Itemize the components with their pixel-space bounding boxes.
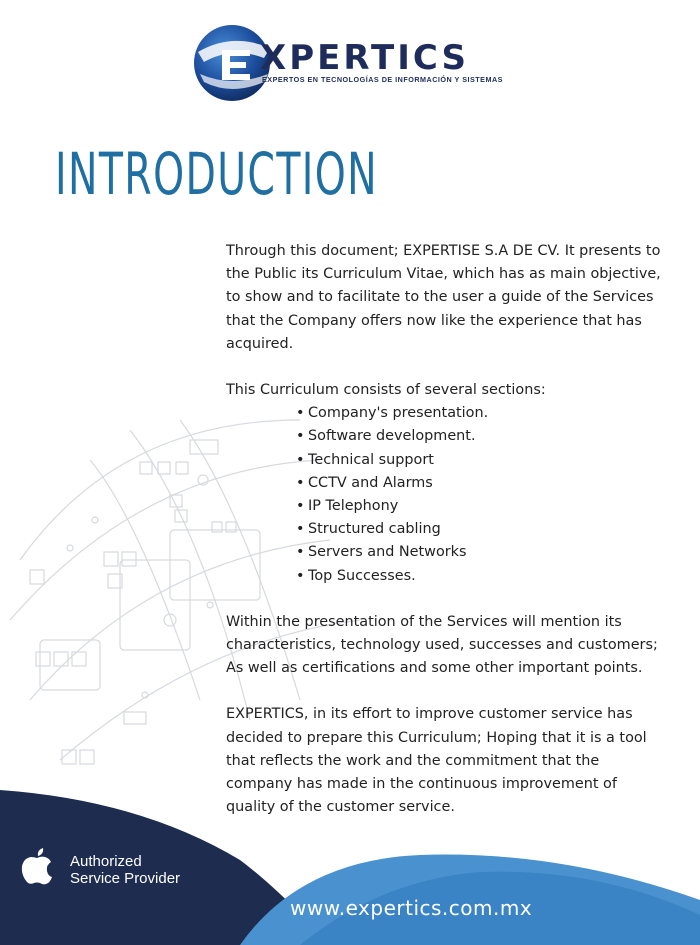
authorized-service-provider (70, 853, 180, 887)
page-title: INTRODUCTION (55, 140, 379, 208)
list-item: • IP Telephony (296, 495, 666, 518)
authorized-line1: Authorized (70, 853, 142, 870)
sections-list (226, 402, 666, 588)
commitment-paragraph: EXPERTICS, in its effort to improve customer service has decided to prepare this Curriculum; Hoping that it is a tool that reflects the work and the commitment that the company has made in the continuous improvement of quality of the customer service. (226, 706, 647, 816)
list-item: • Top Successes. (296, 565, 666, 588)
list-item: • Structured cabling (296, 518, 666, 541)
logo-wordmark: XPERTICS (260, 38, 469, 78)
logo-tagline: EXPERTOS EN TECNOLOGÍAS DE INFORMACIÓN Y SISTEMAS (262, 75, 503, 84)
authorized-line2: Service Provider (70, 870, 181, 887)
sections-intro: This Curriculum consists of several sections: (226, 382, 546, 399)
intro-content (226, 240, 666, 819)
list-item: • Servers and Networks (296, 541, 666, 564)
list-item: • Technical support (296, 449, 666, 472)
list-item: • Company's presentation. (296, 402, 666, 425)
apple-icon (20, 845, 54, 885)
services-paragraph: Within the presentation of the Services will mention its characteristics, technology used, successes and customers; As well as certifications and some other important points. (226, 613, 658, 677)
list-item: • CCTV and Alarms (296, 472, 666, 495)
website-url: www.expertics.com.mx (290, 896, 533, 920)
intro-paragraph: Through this document; EXPERTISE S.A DE CV. It presents to the Public its Curriculum Vitae, which has as main objective, to show and to facilitate to the user a guide of the Services that the Company offers now like the experience that has acquired. (226, 243, 661, 352)
list-item: • Software development. (296, 425, 666, 448)
